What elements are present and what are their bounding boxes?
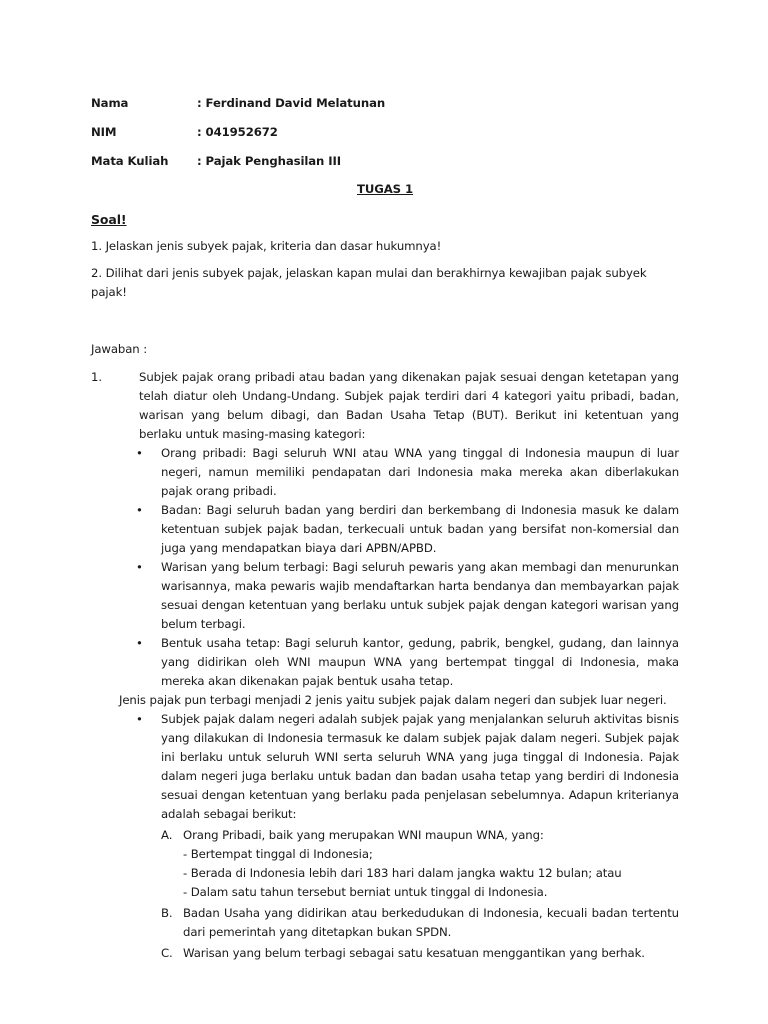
- document-title: TUGAS 1: [356, 182, 414, 196]
- list-item: [136, 501, 679, 558]
- header-value: : Ferdinand David Melatunan: [197, 96, 386, 110]
- category-list: [136, 444, 679, 691]
- header-row-nama: [91, 94, 679, 113]
- jenis-pajak-line: Jenis pajak pun terbagi menjadi 2 jenis yaitu subjek pajak dalam negeri dan subjek luar negeri.: [119, 693, 667, 707]
- criteria-item-b: [161, 902, 679, 942]
- dalam-negeri-text: Subjek pajak dalam negeri adalah subjek pajak yang menjalankan seluruh aktivitas bisnis yang dilakukan di Indonesia termasuk ke dalam subjek pajak dalam negeri. Subjek pajak ini berlaku untuk seluruh WNI serta seluruh WNA yang juga tinggal di Indonesia. Pajak dalam negeri juga berlaku untuk badan dan badan usaha tetap yang berdiri di Indonesia sesuai dengan ketentuan yang berlaku pada penjelasan sebelumnya. Adapun kriterianya adalah sebagai berikut:: [161, 712, 679, 821]
- criteria-text: Badan Usaha yang didirikan atau berkedudukan di Indonesia, kecuali badan tertentu dari pemerintah yang ditetapkan bukan SPDN.: [183, 906, 679, 939]
- criteria-item-c: [161, 942, 679, 963]
- soal-heading: Soal!: [91, 212, 127, 227]
- criteria-text: Orang Pribadi, baik yang merupakan WNI maupun WNA, yang:: [183, 828, 544, 842]
- answer-intro: Subjek pajak orang pribadi atau badan yang dikenakan pajak sesuai dengan ketetapan yang telah diatur oleh Undang-Undang. Subjek pajak terdiri dari 4 kategori yaitu pribadi, badan, warisan yang belum dibagi, dan Badan Usaha Tetap (BUT). Berikut ini ketentuan yang berlaku untuk masing-masing kategori:: [139, 370, 679, 441]
- header-row-nim: [91, 123, 679, 142]
- category-text: Warisan yang belum terbagi: Bagi seluruh pewaris yang akan membagi dan menurunkan warisannya, maka pewaris wajib mendaftarkan harta bendanya dan membayarkan pajak sesuai dengan ketentuan yang berlaku untuk subjek pajak dengan kategori warisan yang belum terbagi.: [161, 560, 679, 631]
- criteria-dash-line: - Berada di Indonesia lebih dari 183 hari dalam jangka waktu 12 bulan; atau: [183, 866, 622, 880]
- list-item: [136, 634, 679, 691]
- document-body: [91, 94, 679, 963]
- dalam-negeri-block: [91, 710, 679, 963]
- criteria-item-a: [161, 824, 679, 902]
- criteria-mark: C.: [161, 946, 173, 960]
- dalam-negeri-content: [161, 710, 679, 963]
- criteria-text: Warisan yang belum terbagi sebagai satu kesatuan menggantikan yang berhak.: [183, 946, 645, 960]
- answer-body: [136, 368, 679, 691]
- category-text: Badan: Bagi seluruh badan yang berdiri dan berkembang di Indonesia masuk ke dalam ketentuan subjek pajak badan, terkecuali untuk badan yang bersifat non-komersial dan juga yang mendapatkan biaya dari APBN/APBD.: [161, 503, 679, 555]
- bullet-icon: •: [136, 712, 143, 726]
- dalam-negeri-list: [136, 710, 679, 963]
- question-2: 2. Dilihat dari jenis subyek pajak, jelaskan kapan mulai dan berakhirnya kewajiban pajak subyek pajak!: [91, 266, 647, 299]
- list-item: [136, 558, 679, 634]
- bullet-icon: •: [136, 636, 143, 650]
- header-label: Nama: [91, 96, 129, 110]
- bullet-icon: •: [136, 446, 143, 460]
- bullet-icon: •: [136, 560, 143, 574]
- category-text: Bentuk usaha tetap: Bagi seluruh kantor, gedung, pabrik, bengkel, gudang, dan lainnya yang didirikan oleh WNI maupun WNA yang bertempat tinggal di Indonesia, maka mereka akan dikenakan pajak bentuk usaha tetap.: [161, 636, 679, 688]
- list-item: [136, 444, 679, 501]
- header-value: : 041952672: [197, 125, 278, 139]
- criteria-dash-line: - Bertempat tinggal di Indonesia;: [183, 847, 373, 861]
- criteria-mark: B.: [161, 906, 173, 920]
- bullet-icon: •: [136, 503, 143, 517]
- header-label: Mata Kuliah: [91, 154, 169, 168]
- answer-item-1: [91, 368, 679, 691]
- category-text: Orang pribadi: Bagi seluruh WNI atau WNA yang tinggal di Indonesia maupun di luar negeri, namun memiliki pendapatan dari Indonesia maka mereka akan diberlakukan pajak orang pribadi.: [161, 446, 679, 498]
- header-row-mata-kuliah: [91, 152, 679, 171]
- header-value: : Pajak Penghasilan III: [197, 154, 341, 168]
- criteria-mark: A.: [161, 828, 173, 842]
- jawaban-heading: Jawaban :: [91, 342, 148, 356]
- answer-number: 1.: [91, 370, 102, 384]
- header-label: NIM: [91, 125, 117, 139]
- criteria-dash-line: - Dalam satu tahun tersebut berniat untuk tinggal di Indonesia.: [183, 885, 548, 899]
- list-item: [136, 710, 679, 963]
- question-1: 1. Jelaskan jenis subyek pajak, kriteria dan dasar hukumnya!: [91, 239, 442, 253]
